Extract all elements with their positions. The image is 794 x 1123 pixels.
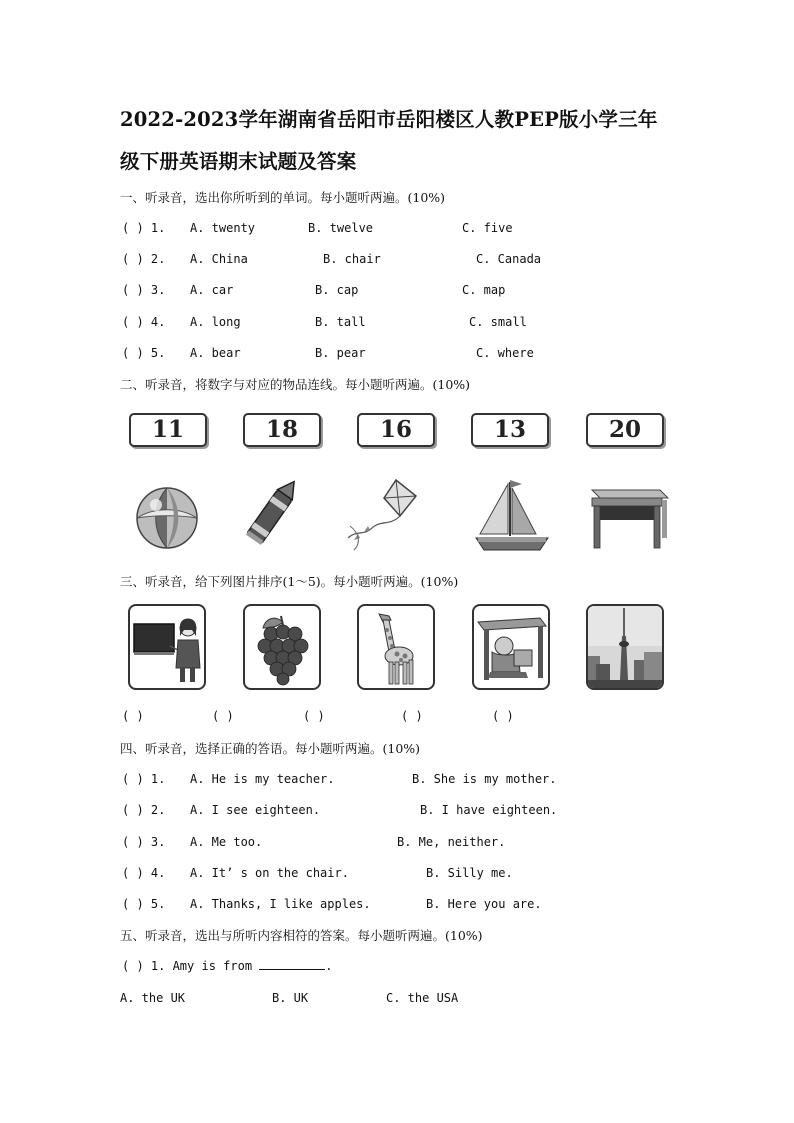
tower-picture-frame: [586, 604, 664, 690]
s1-q1-option-b: B. twelve: [308, 221, 374, 235]
s1-q1-option-c: C. five: [462, 221, 513, 235]
order-bracket-2[interactable]: ( ): [212, 709, 234, 723]
order-bracket-1[interactable]: ( ): [122, 709, 144, 723]
s5-q1-option-a: A. the UK: [120, 991, 186, 1005]
s1-q1-number: ( ) 1.: [122, 221, 166, 235]
s4-q5-option-b: B. Here you are.: [426, 897, 542, 911]
grapes-picture-frame: [243, 604, 321, 690]
s4-q1-option-a: A. He is my teacher.: [190, 772, 335, 786]
s1-q3-option-b: B. cap: [315, 283, 359, 297]
s1-q5-option-b: B. pear: [315, 346, 366, 360]
section-1-heading: 一、听录音，选出你所听到的单词。每小题听两遍。(10%): [120, 190, 446, 205]
s1-q2-option-c: C. Canada: [476, 252, 542, 266]
s4-q2-option-b: B. I have eighteen.: [420, 803, 558, 817]
s5-q1-prefix: ( ) 1. Amy is from: [122, 959, 253, 973]
s4-q1-number: ( ) 1.: [122, 772, 166, 786]
under-desk-icon: [474, 606, 548, 688]
order-bracket-3[interactable]: ( ): [303, 709, 325, 723]
s4-q3-option-b: B. Me, neither.: [397, 835, 506, 849]
s1-q5-option-c: C. where: [476, 346, 534, 360]
title-line-2: 级下册英语期末试题及答案: [120, 150, 357, 173]
section-5-heading: 五、听录音，选出与所听内容相符的答案。每小题听两遍。(10%): [120, 928, 483, 943]
s4-q3-number: ( ) 3.: [122, 835, 166, 849]
s5-q1-option-b: B. UK: [272, 991, 309, 1005]
s1-q2-number: ( ) 2.: [122, 252, 166, 266]
s4-q4-number: ( ) 4.: [122, 866, 166, 880]
ball-icon: [134, 485, 200, 551]
s4-q5-number: ( ) 5.: [122, 897, 166, 911]
tower-icon: [588, 606, 662, 688]
s4-q4-option-a: A. It’ s on the chair.: [190, 866, 349, 880]
giraffe-picture-frame: [357, 604, 435, 690]
number-box-16: 16: [357, 413, 435, 447]
s1-q5-option-a: A. bear: [190, 346, 241, 360]
boat-icon: [474, 478, 550, 554]
teacher-picture-frame: [128, 604, 206, 690]
s1-q1-option-a: A. twenty: [190, 221, 256, 235]
giraffe-icon: [359, 606, 433, 688]
s1-q4-option-a: A. long: [190, 315, 241, 329]
s5-q1-question: [122, 959, 333, 973]
s5-q1-blank[interactable]: [259, 959, 325, 970]
s4-q5-option-a: A. Thanks, I like apples.: [190, 897, 371, 911]
kite-icon: [340, 476, 420, 556]
title-line-1: 2022-2023学年湖南省岳阳市岳阳楼区人教PEP版小学三年: [120, 108, 658, 131]
order-bracket-5[interactable]: ( ): [492, 709, 514, 723]
section-2-heading: 二、听录音，将数字与对应的物品连线。每小题听两遍。(10%): [120, 377, 471, 392]
s1-q3-option-c: C. map: [462, 283, 506, 297]
under-desk-picture-frame: [472, 604, 550, 690]
section-3-heading: 三、听录音，给下列图片排序(1～5)。每小题听两遍。(10%): [120, 574, 459, 589]
s5-q1-option-c: C. the USA: [386, 991, 459, 1005]
s4-q4-option-b: B. Silly me.: [426, 866, 513, 880]
crayon-icon: [240, 478, 300, 554]
teacher-icon: [130, 606, 204, 688]
s1-q4-option-b: B. tall: [315, 315, 366, 329]
s1-q5-number: ( ) 5.: [122, 346, 166, 360]
section-4-heading: 四、听录音，选择正确的答语。每小题听两遍。(10%): [120, 741, 421, 756]
s1-q2-option-b: B. chair: [323, 252, 381, 266]
s5-q1-suffix: .: [325, 959, 333, 973]
s1-q3-option-a: A. car: [190, 283, 234, 297]
s4-q2-option-a: A. I see eighteen.: [190, 803, 321, 817]
desk-icon: [588, 482, 670, 552]
order-bracket-4[interactable]: ( ): [401, 709, 423, 723]
s1-q4-option-c: C. small: [469, 315, 527, 329]
number-box-13: 13: [471, 413, 549, 447]
number-box-11: 11: [129, 413, 207, 447]
s1-q3-number: ( ) 3.: [122, 283, 166, 297]
grapes-icon: [245, 606, 319, 688]
s1-q2-option-a: A. China: [190, 252, 248, 266]
s4-q2-number: ( ) 2.: [122, 803, 166, 817]
number-box-18: 18: [243, 413, 321, 447]
s4-q3-option-a: A. Me too.: [190, 835, 263, 849]
s4-q1-option-b: B. She is my mother.: [412, 772, 557, 786]
s1-q4-number: ( ) 4.: [122, 315, 166, 329]
number-box-20: 20: [586, 413, 664, 447]
